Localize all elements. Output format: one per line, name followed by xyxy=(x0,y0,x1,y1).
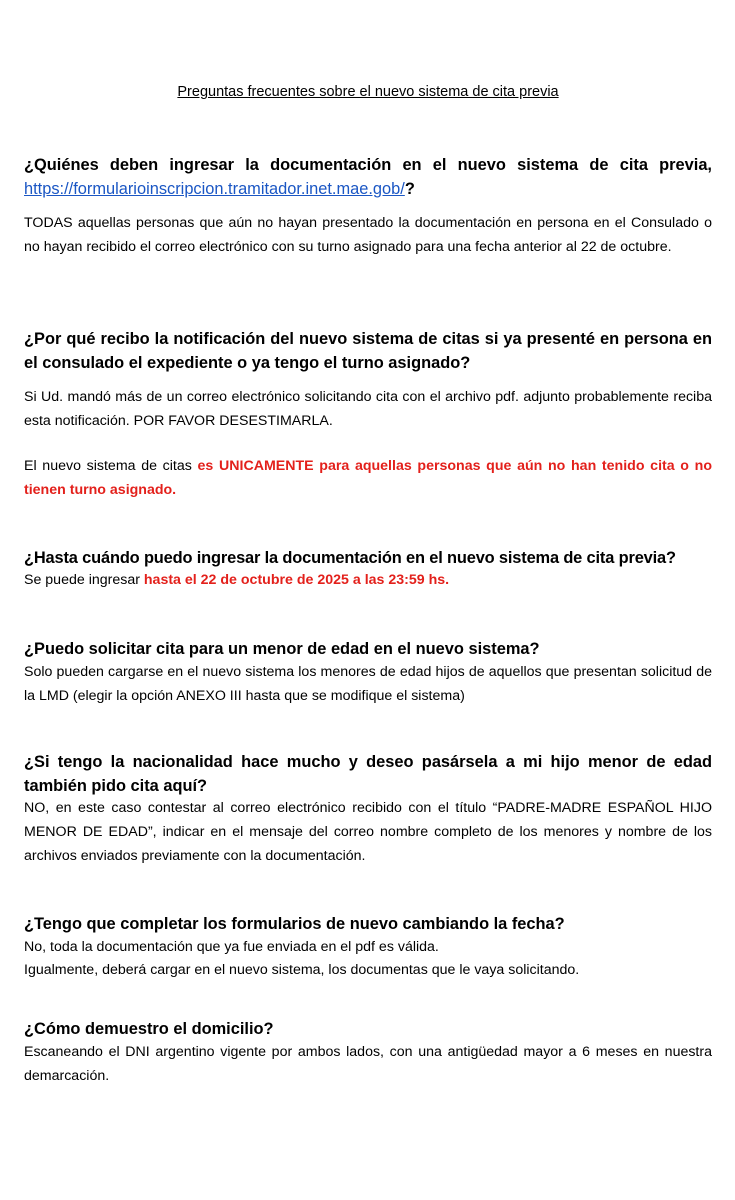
faq-answer-7: Escaneando el DNI argentino vigente por ambos lados, con una antigüedad mayor a 6 meses en nuestra demarcación. xyxy=(24,1044,712,1084)
faq-question-1 xyxy=(24,153,712,201)
faq-note-2 xyxy=(24,454,712,502)
faq-question-2: ¿Por qué recibo la notificación del nuevo sistema de citas si ya presenté en persona en el consulado el expediente o ya tengo el turno asignado? xyxy=(24,330,712,372)
answer-3-highlight: hasta el 22 de octubre de 2025 a las 23:59 hs. xyxy=(143,572,450,588)
faq-answer-3 xyxy=(24,568,712,592)
faq-answer-6-line-2: Igualmente, deberá cargar en el nuevo sistema, los documentas que le vaya solicitando. xyxy=(24,962,580,978)
note-2-prefix: El nuevo sistema de citas xyxy=(24,458,198,474)
faq-answer-4: Solo pueden cargarse en el nuevo sistema los menores de edad hijos de aquellos que presentan solicitud de la LMD (elegir la opción ANEXO III hasta que se modifique el sistema) xyxy=(24,664,712,704)
faq-answer-5: NO, en este caso contestar al correo electrónico recibido con el título “PADRE-MADRE ESPAÑOL HIJO MENOR DE EDAD”, indicar en el mensaje del correo nombre completo de los menores y nombre de los archivos enviados previamente con la documentación. xyxy=(24,800,712,864)
question-1-text: ¿Quiénes deben ingresar la documentación en el nuevo sistema de cita previa, xyxy=(24,156,712,174)
question-1-end: ? xyxy=(404,180,415,198)
faq-answer-1: TODAS aquellas personas que aún no hayan presentado la documentación en persona en el Consulado o no hayan recibido el correo electrónico con su turno asignado para una fecha anterior al 22 de octubre. xyxy=(24,215,712,255)
faq-question-7: ¿Cómo demuestro el domicilio? xyxy=(24,1020,274,1038)
answer-3-prefix: Se puede ingresar xyxy=(24,572,144,588)
faq-question-4: ¿Puedo solicitar cita para un menor de edad en el nuevo sistema? xyxy=(24,640,540,658)
document-title: Preguntas frecuentes sobre el nuevo sistema de cita previa xyxy=(177,84,559,100)
faq-answer-2: Si Ud. mandó más de un correo electrónico solicitando cita con el archivo pdf. adjunto probablemente reciba esta notificación. POR FAVOR DESESTIMARLA. xyxy=(24,389,712,429)
faq-answer-6-line-1: No, toda la documentación que ya fue enviada en el pdf es válida. xyxy=(24,939,439,955)
formulario-link[interactable]: https://formularioinscripcion.tramitador.inet.mae.gob/ xyxy=(24,180,405,198)
note-2-highlight: es UNICAMENTE para aquellas personas que aún no han tenido cita o no tienen turno asignado. xyxy=(24,458,712,498)
faq-question-5: ¿Si tengo la nacionalidad hace mucho y deseo pasársela a mi hijo menor de edad también pido cita aquí? xyxy=(24,753,712,795)
faq-question-6: ¿Tengo que completar los formularios de nuevo cambiando la fecha? xyxy=(24,915,565,933)
faq-question-3: ¿Hasta cuándo puedo ingresar la documentación en el nuevo sistema de cita previa? xyxy=(24,549,676,567)
